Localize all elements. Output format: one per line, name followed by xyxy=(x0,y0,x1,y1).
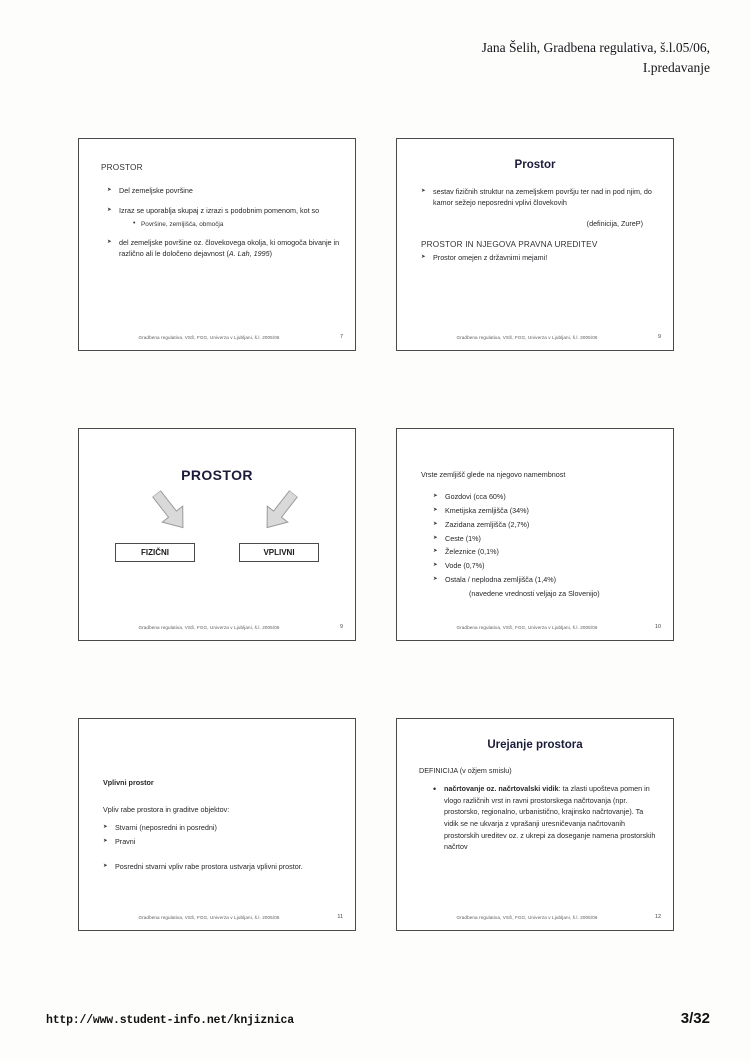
slide-title: Urejanje prostora xyxy=(487,739,583,751)
citation: A. Lah, 1995 xyxy=(228,249,270,258)
slide-heading: Vrste zemljišč glede na njegovo namembnost xyxy=(421,470,566,479)
slide-number: 7 xyxy=(340,334,343,340)
list-item: ➤ Stvarni (neposredni in posredni) xyxy=(103,823,341,834)
slide-number: 9 xyxy=(658,334,661,340)
bullet-list-2 xyxy=(421,253,659,264)
slide-credit: Gradbena regulativa, VSŠ, FGG, Univerza v Ljubljani, š.l. 2005/06 xyxy=(456,915,598,920)
slide-footer xyxy=(79,624,355,630)
list-item: ➤ Pravni xyxy=(103,837,341,848)
bullet-list xyxy=(107,186,341,260)
list-item: ➤ Posredni stvarni vpliv rabe prostora ustvarja vplivni prostor. xyxy=(103,862,341,873)
list-item-label: Izraz se uporablja skupaj z izrazi s podobnim pomenom, kot so xyxy=(119,205,320,215)
list-item: ➤ Kmetijska zemljišča (34%) xyxy=(433,506,659,517)
list-item xyxy=(107,186,341,197)
definition-note: (definicija, ZureP) xyxy=(586,218,643,228)
slides-grid xyxy=(78,138,674,1008)
slide-title: Prostor xyxy=(514,159,556,171)
slide-heading: PROSTOR xyxy=(101,163,143,172)
diagram-box-fizicni: FIZIČNI xyxy=(115,543,195,562)
list-item: ➤ Železnice (0,1%) xyxy=(433,547,659,558)
sub-list-item: • Površine, zemljišča, območja xyxy=(133,220,341,230)
slide-credit: Gradbena regulativa, VSŠ, FGG, Univerza v Ljubljani, š.l. 2005/06 xyxy=(138,335,280,340)
list-item xyxy=(433,783,659,853)
header-line-2: I.predavanje xyxy=(642,60,710,76)
list-item-emphasis: načrtovanje oz. načrtovalski vidik xyxy=(444,784,559,794)
list-item: ➤ Zazidana zemljišča (2,7%) xyxy=(433,520,659,531)
sub-bullet-list xyxy=(119,220,341,230)
list-item xyxy=(107,238,341,260)
list-item: ➤ Ostala / neplodna zemljišča (1,4%) xyxy=(433,575,659,586)
list-item-label: del zemeljske površine oz. človekovega okolja, ki omogoča bivanje in različno ali le določeno dejavnost ( xyxy=(119,238,340,258)
validity-note: (navedene vrednosti veljajo za Slovenijo) xyxy=(469,588,600,598)
page-header xyxy=(482,38,710,79)
slide-prostor-zurep xyxy=(396,138,674,351)
slide-footer xyxy=(397,334,673,340)
slide-credit: Gradbena regulativa, VSŠ, FGG, Univerza v Ljubljani, š.l. 2005/06 xyxy=(138,625,280,630)
diagram-boxes xyxy=(93,543,341,562)
slide-credit: Gradbena regulativa, VSŠ, FGG, Univerza v Ljubljani, š.l. 2005/06 xyxy=(456,625,598,630)
slide-intro: DEFINICIJA (v ožjem smislu) xyxy=(419,766,512,775)
slide-footer xyxy=(397,624,673,630)
list-item: ➤ sestav fizičnih struktur na zemeljskem površju ter nad in pod njim, do kamor sežejo neposredni vplivi človekovih xyxy=(421,187,659,209)
slide-row-3 xyxy=(78,718,674,931)
diagram-title: PROSTOR xyxy=(181,467,253,483)
slide-urejanje-prostora xyxy=(396,718,674,931)
bullet-list xyxy=(433,492,659,586)
list-item: ➤ Prostor omejen z državnimi mejami! xyxy=(421,253,659,264)
slide-number: 9 xyxy=(340,624,343,630)
slide-footer xyxy=(79,334,355,340)
slide-subheading: PROSTOR IN NJEGOVA PRAVNA UREDITEV xyxy=(421,239,598,249)
slide-credit: Gradbena regulativa, VSŠ, FGG, Univerza v Ljubljani, š.l. 2005/06 xyxy=(138,915,280,920)
list-item: ➤ Ceste (1%) xyxy=(433,534,659,545)
list-item: ➤ Vode (0,7%) xyxy=(433,561,659,572)
slide-number: 10 xyxy=(655,624,661,630)
slide-prostor-diagram xyxy=(78,428,356,641)
bullet-list xyxy=(433,783,659,853)
slide-heading: Vplivni prostor xyxy=(103,778,154,787)
slide-footer xyxy=(397,914,673,920)
slide-number: 11 xyxy=(337,914,343,920)
bullet-list xyxy=(421,187,659,209)
list-item xyxy=(107,206,341,229)
slide-prostor-definicija xyxy=(78,138,356,351)
source-url[interactable]: http://www.student-info.net/knjiznica xyxy=(46,1014,294,1027)
list-item: ➤ Gozdovi (cca 60%) xyxy=(433,492,659,503)
page-footer xyxy=(46,1010,710,1027)
slide-footer xyxy=(79,914,355,920)
slide-intro: Vpliv rabe prostora in graditve objektov: xyxy=(103,805,230,815)
citation-close: ) xyxy=(269,249,273,258)
slide-row-1 xyxy=(78,138,674,351)
slide-row-2 xyxy=(78,428,674,641)
slide-vplivni-prostor xyxy=(78,718,356,931)
bullet-list xyxy=(103,823,341,872)
list-item-label: Del zemeljske površine xyxy=(119,186,193,195)
diagram-arrows xyxy=(93,489,341,541)
list-item-label: : ta zlasti upošteva pomen in vlogo različnih vrst in ravni prostorskega načrtovanja (npr. prostorsko, regionalno, urbanistično, krajinsko načrtovanje). Ta vidik se ne ukvarja z vprašanji uresničevanja načrtovanih prostorskih ureditev oz. z ukrepi za doseganje namena prostorskih načrtov xyxy=(444,784,656,852)
header-line-1: Jana Šelih, Gradbena regulativa, š.l.05/06, xyxy=(481,40,710,55)
slide-credit: Gradbena regulativa, VSŠ, FGG, Univerza v Ljubljani, š.l. 2005/06 xyxy=(456,335,598,340)
arrow-down-right-icon xyxy=(255,484,306,537)
slide-vrste-zemljisc xyxy=(396,428,674,641)
slide-number: 12 xyxy=(655,914,661,920)
page-number: 3/32 xyxy=(680,1010,710,1027)
diagram-box-vplivni: VPLIVNI xyxy=(239,543,319,562)
arrow-down-left-icon xyxy=(145,484,196,537)
